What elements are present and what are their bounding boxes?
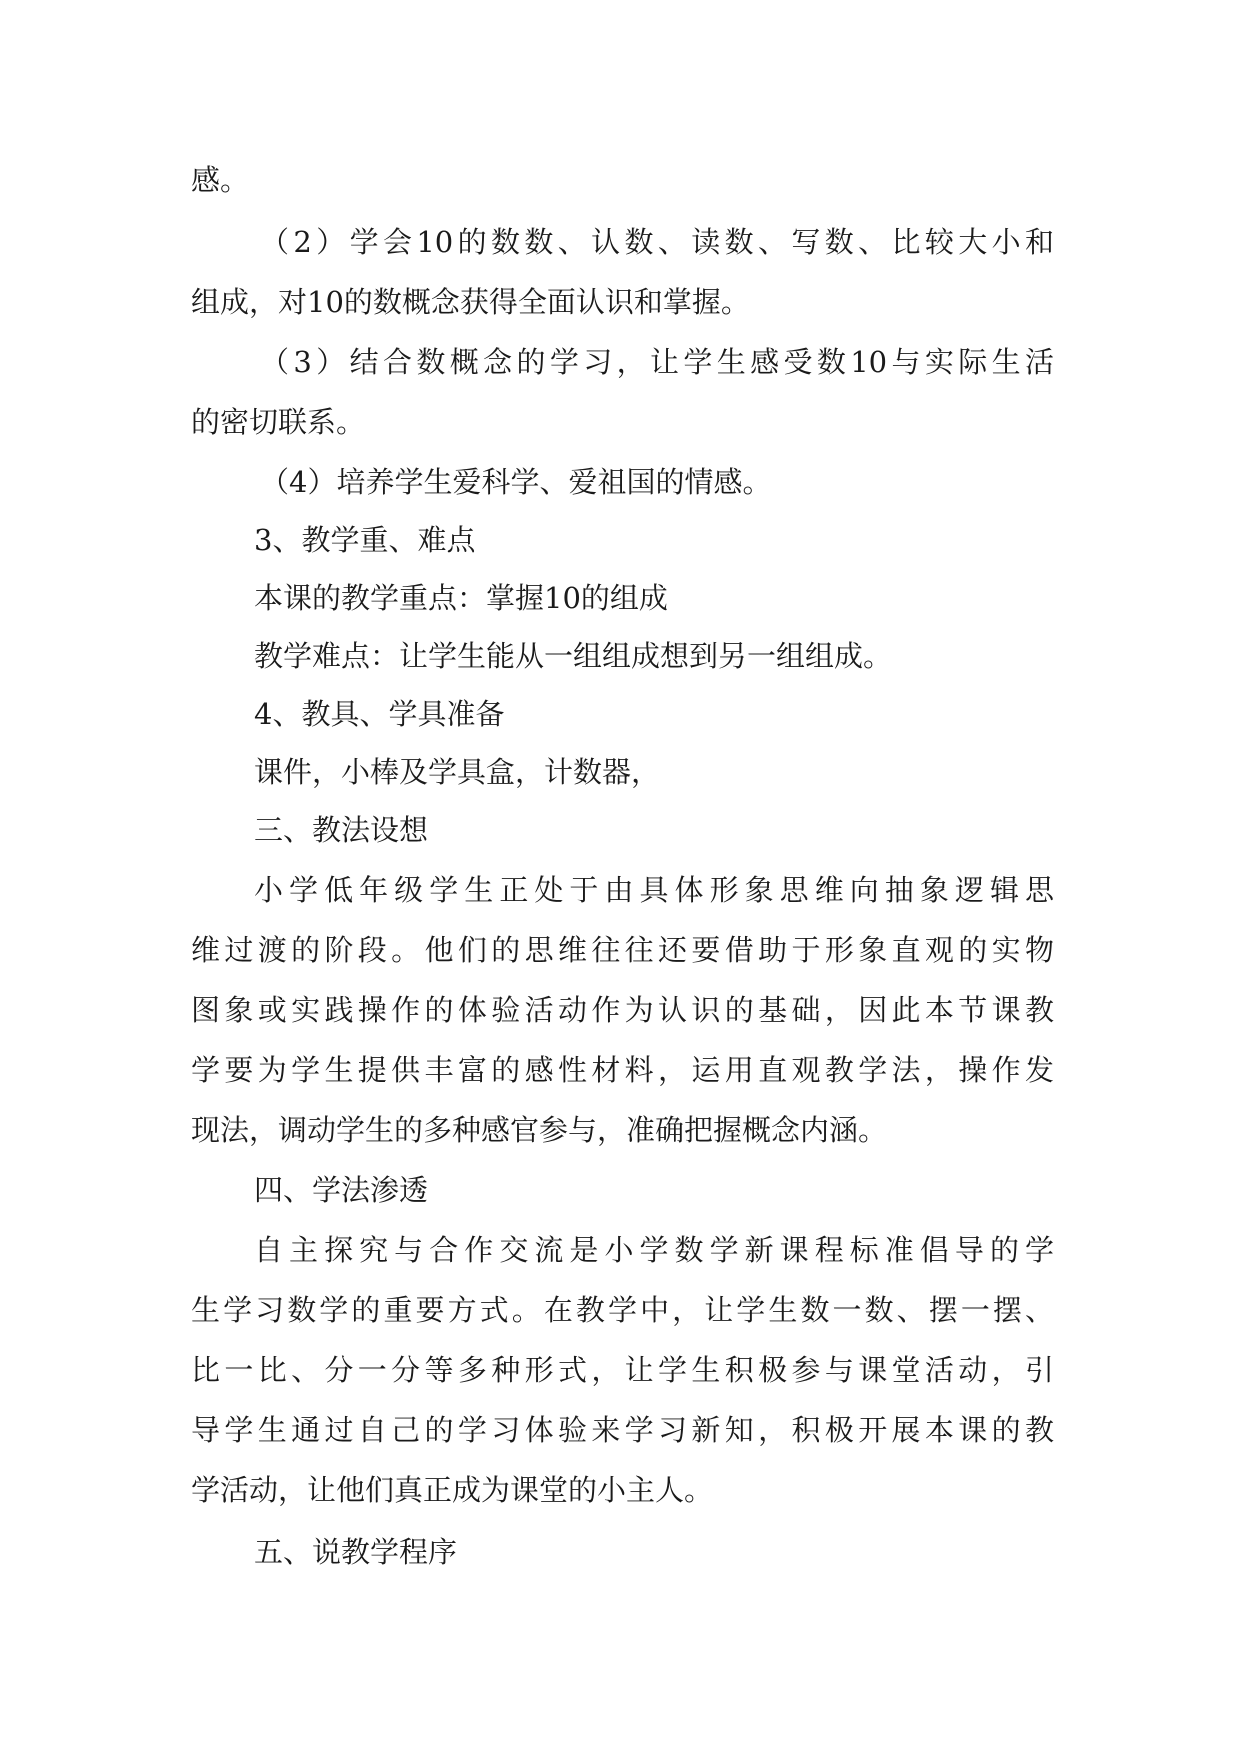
text-line: 图象或实践操作的体验活动作为认识的基础，因此本节课教 [191, 993, 1054, 1027]
text-line: 的密切联系。 [191, 405, 366, 439]
text-line: 课件，小棒及学具盒，计数器， [254, 755, 661, 789]
text-line: 比一比、分一分等多种形式，让学生积极参与课堂活动，引 [191, 1353, 1054, 1387]
text-line: （2）学会10的数数、认数、读数、写数、比较大小和 [260, 225, 1054, 259]
text-line: （3）结合数概念的学习，让学生感受数10与实际生活 [260, 345, 1054, 379]
text-line: 感。 [191, 163, 250, 197]
text-line: 组成，对10的数概念获得全面认识和掌握。 [191, 285, 750, 319]
text-line: 生学习数学的重要方式。在教学中，让学生数一数、摆一摆、 [191, 1293, 1054, 1327]
text-line: 导学生通过自己的学习体验来学习新知，积极开展本课的教 [191, 1413, 1054, 1447]
text-line: （4）培养学生爱科学、爱祖国的情感。 [260, 465, 772, 499]
section-heading: 五、说教学程序 [254, 1535, 458, 1569]
text-line: 学要为学生提供丰富的感性材料，运用直观教学法，操作发 [191, 1053, 1054, 1087]
text-line: 学活动，让他们真正成为课堂的小主人。 [191, 1473, 714, 1507]
section-heading: 四、学法渗透 [254, 1173, 429, 1207]
text-line: 维过渡的阶段。他们的思维往往还要借助于形象直观的实物 [191, 933, 1054, 967]
section-heading: 3、教学重、难点 [254, 523, 476, 557]
text-line: 现法，调动学生的多种感官参与，准确把握概念内涵。 [191, 1113, 888, 1147]
text-line: 自主探究与合作交流是小学数学新课程标准倡导的学 [254, 1233, 1054, 1267]
text-line: 小学低年级学生正处于由具体形象思维向抽象逻辑思 [254, 873, 1054, 907]
section-heading: 4、教具、学具准备 [254, 697, 505, 731]
section-heading: 三、教法设想 [254, 813, 429, 847]
text-line: 教学难点：让学生能从一组组成想到另一组组成。 [254, 639, 893, 673]
text-line: 本课的教学重点：掌握10的组成 [254, 581, 668, 615]
